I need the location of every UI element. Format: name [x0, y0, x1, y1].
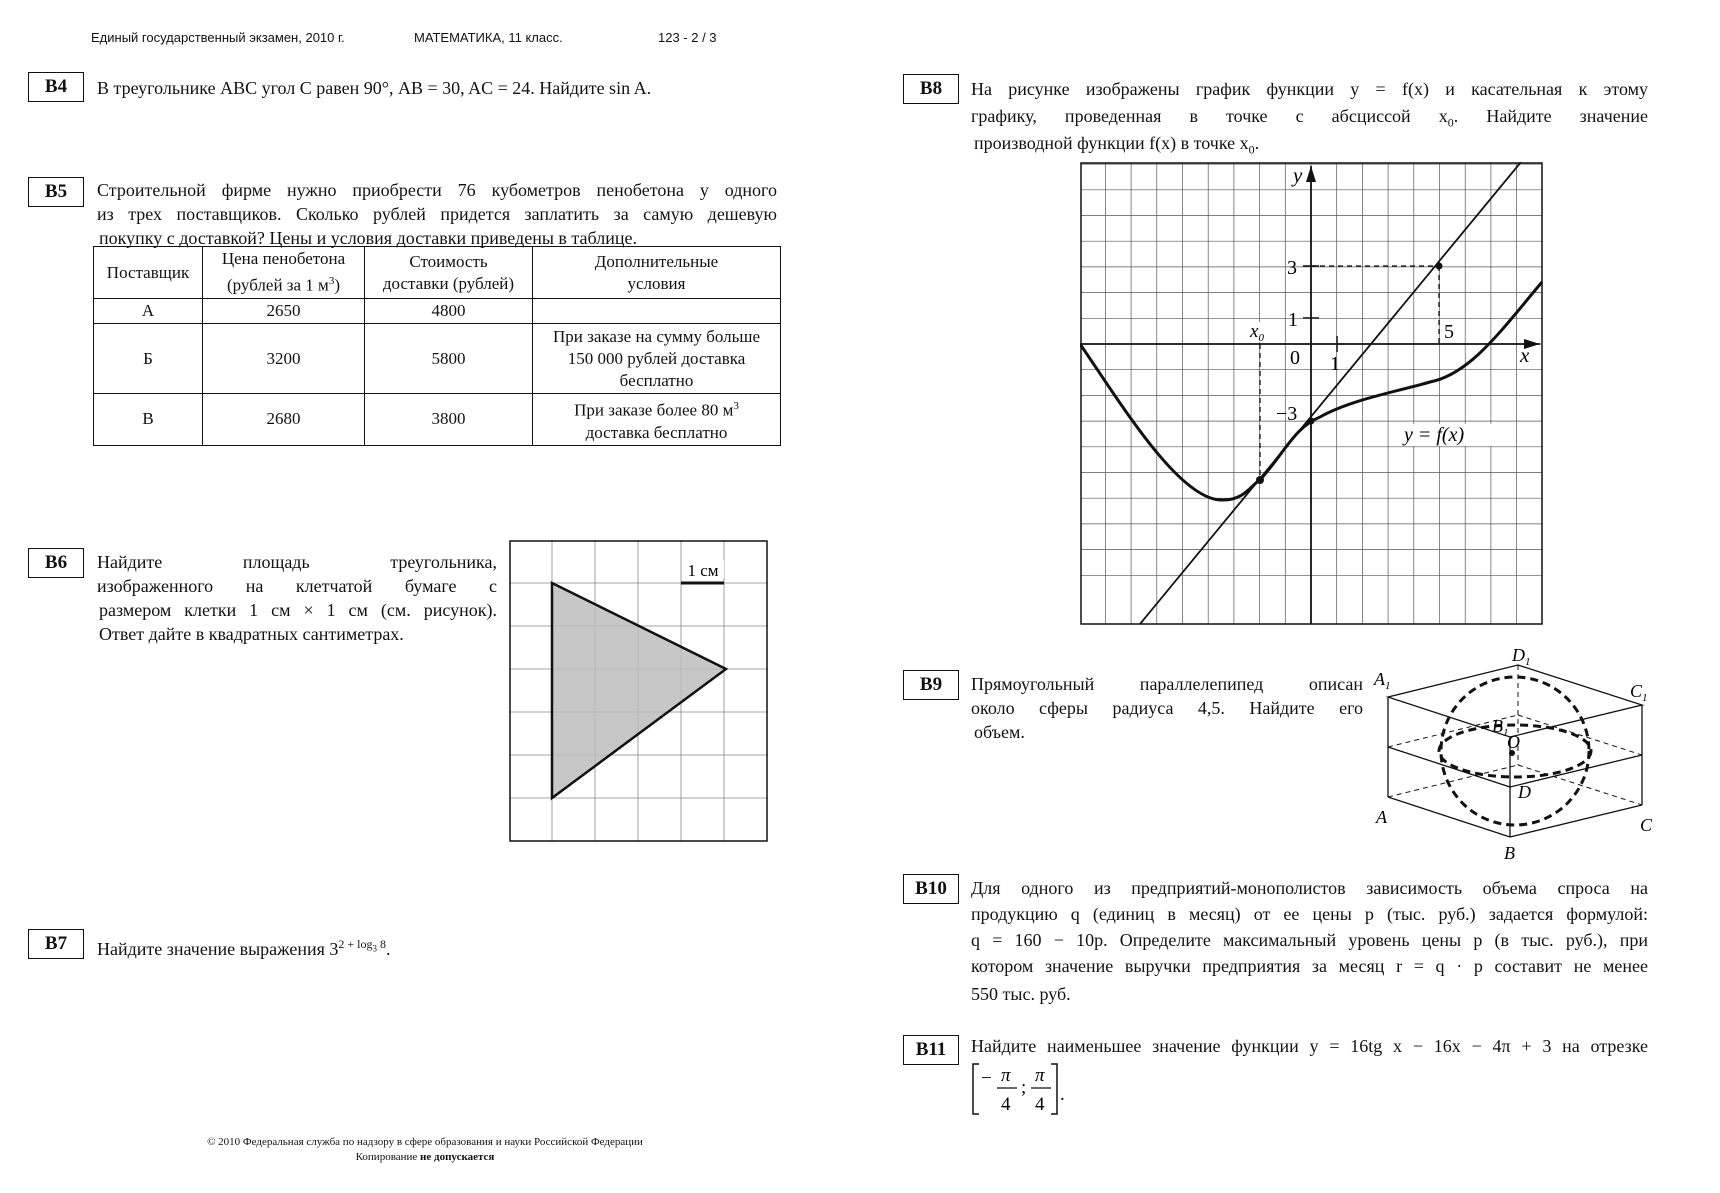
task-label-b9: B9: [903, 670, 959, 700]
task-b5-line2: из трех поставщиков. Сколько рублей придется заплатить за самую дешевую: [97, 204, 777, 224]
b8-function-graph: [1080, 162, 1546, 628]
task-label-b6: B6: [28, 548, 84, 578]
interval-right-num: π: [1035, 1065, 1045, 1086]
b9-parallelepiped-figure: [1370, 645, 1660, 865]
table-header: Стоимость доставки (рублей): [365, 247, 533, 299]
task-b5-line3: покупку с доставкой? Цены и условия доставки приведены в таблице.: [99, 228, 637, 248]
interval-left-num: π: [1001, 1065, 1011, 1086]
center-o: O: [1507, 732, 1520, 752]
table-row: А 2650 4800: [94, 299, 781, 324]
task-label-b5: B5: [28, 177, 84, 207]
y-axis-label: y: [1293, 163, 1303, 187]
task-b9-line3: объем.: [974, 722, 1025, 742]
tick-y-3: 3: [1287, 257, 1297, 279]
scale-label: 1 см: [687, 561, 719, 580]
task-b8-line1: На рисунке изображены график функции y = f(x) и касательная к этому: [971, 79, 1648, 99]
task-b7-text: Найдите значение выражения $3^{2 + log_3 8}$.: [97, 937, 391, 959]
footer-copy-notice: Копирование не допускается: [355, 1151, 495, 1163]
task-b10-line3: q = 160 − 10p. Определите максимальный уровень цены p (в тыс. руб.), при: [971, 930, 1648, 950]
interval-end: .: [1060, 1084, 1065, 1105]
vertex-d1: $D_1$: [1512, 645, 1531, 668]
task-label-b7: B7: [28, 929, 84, 959]
task-b6-line4: Ответ дайте в квадратных сантиметрах.: [99, 624, 404, 644]
task-b10-line4: котором значение выручки предприятия за месяц r = q · p составит не менее: [971, 956, 1648, 976]
table-header: Дополнительные условия: [533, 247, 781, 299]
x-axis-label: x: [1520, 343, 1530, 367]
task-b9-line2: около сферы радиуса 4,5. Найдите его: [971, 698, 1363, 718]
tangent-line: [1140, 162, 1521, 624]
function-label: y = f(x): [1404, 424, 1465, 446]
task-b10-line1: Для одного из предприятий-монополистов зависимость объема спроса на: [971, 878, 1648, 898]
vertex-a: A: [1376, 807, 1387, 827]
task-b4-text: В треугольнике ABC угол C равен 90°, AB = 30, AC = 24. Найдите sin A.: [97, 78, 652, 98]
tangent-point-3: [1436, 263, 1443, 270]
task-b6-line1: Найдите площадь треугольника,: [97, 552, 497, 572]
b6-grid-figure: [509, 540, 771, 844]
vertex-c: C: [1640, 815, 1653, 835]
table-row: В 2680 3800 При заказе более 80 $м^3$ доставка бесплатно: [94, 394, 781, 446]
task-b9-line1: Прямоугольный параллелепипед описан: [971, 674, 1363, 694]
task-b8-line3: производной функции f(x) в точке $x_0$.: [974, 133, 1260, 157]
vertex-a1: $A_1$: [1374, 669, 1391, 692]
table-row: Б 3200 5800 При заказе на сумму больше 150 000 рублей доставка бесплатно: [94, 324, 781, 394]
tangent-y-intercept: [1308, 418, 1315, 425]
triangle-shape: [552, 583, 726, 798]
interval-sep: ;: [1021, 1077, 1027, 1098]
origin-label: 0: [1290, 347, 1300, 369]
header-exam: Единый государственный экзамен, 2010 г.: [91, 30, 345, 45]
interval-right-den: 4: [1035, 1094, 1045, 1115]
task-b6-line2: изображенного на клетчатой бумаге с: [97, 576, 497, 596]
b11-interval: [969, 1060, 1069, 1118]
table-header: Поставщик: [94, 247, 203, 299]
task-b10-line5: 550 тыс. руб.: [971, 984, 1071, 1004]
x0-label: $x_0$: [1250, 321, 1264, 344]
tangent-point: [1256, 476, 1264, 484]
vertex-b1: $B_1$: [1492, 716, 1509, 739]
interval-minus: −: [981, 1068, 992, 1089]
header-page: 123 - 2 / 3: [658, 30, 717, 45]
tick-y-1: 1: [1288, 309, 1298, 331]
task-label-b4: B4: [28, 72, 84, 102]
tick-x-5: 5: [1444, 321, 1454, 343]
footer-copyright: © 2010 Федеральная служба по надзору в сфере образования и науки Российской Федерации: [207, 1136, 643, 1148]
header-subject: МАТЕМАТИКА, 11 класс.: [414, 30, 563, 45]
interval-left-den: 4: [1001, 1094, 1011, 1115]
tick-x-1: 1: [1330, 353, 1340, 375]
table-header: Цена пенобетона (рублей за 1 $м^3$): [203, 247, 365, 299]
task-label-b8: B8: [903, 74, 959, 104]
vertex-b: B: [1504, 843, 1515, 863]
vertex-d: D: [1518, 782, 1531, 802]
task-b6-line3: размером клетки 1 см × 1 см (см. рисунок).: [99, 600, 497, 620]
task-b11-line1: Найдите наименьшее значение функции y = 16tg x − 16x − 4π + 3 на отрезке: [971, 1036, 1648, 1056]
price-table: [93, 246, 781, 446]
task-label-b11: B11: [903, 1035, 959, 1065]
task-b8-line2: графику, проведенная в точке с абсциссой $x_0$. Найдите значение: [971, 106, 1648, 130]
tick-y-minus3: −3: [1276, 403, 1298, 425]
task-b10-line2: продукцию q (единиц в месяц) от ее цены p (тыс. руб.) задается формулой:: [971, 904, 1648, 924]
vertex-c1: $C_1$: [1630, 681, 1648, 704]
task-label-b10: B10: [903, 874, 959, 904]
task-b5-line1: Строительной фирме нужно приобрести 76 кубометров пенобетона у одного: [97, 180, 777, 200]
